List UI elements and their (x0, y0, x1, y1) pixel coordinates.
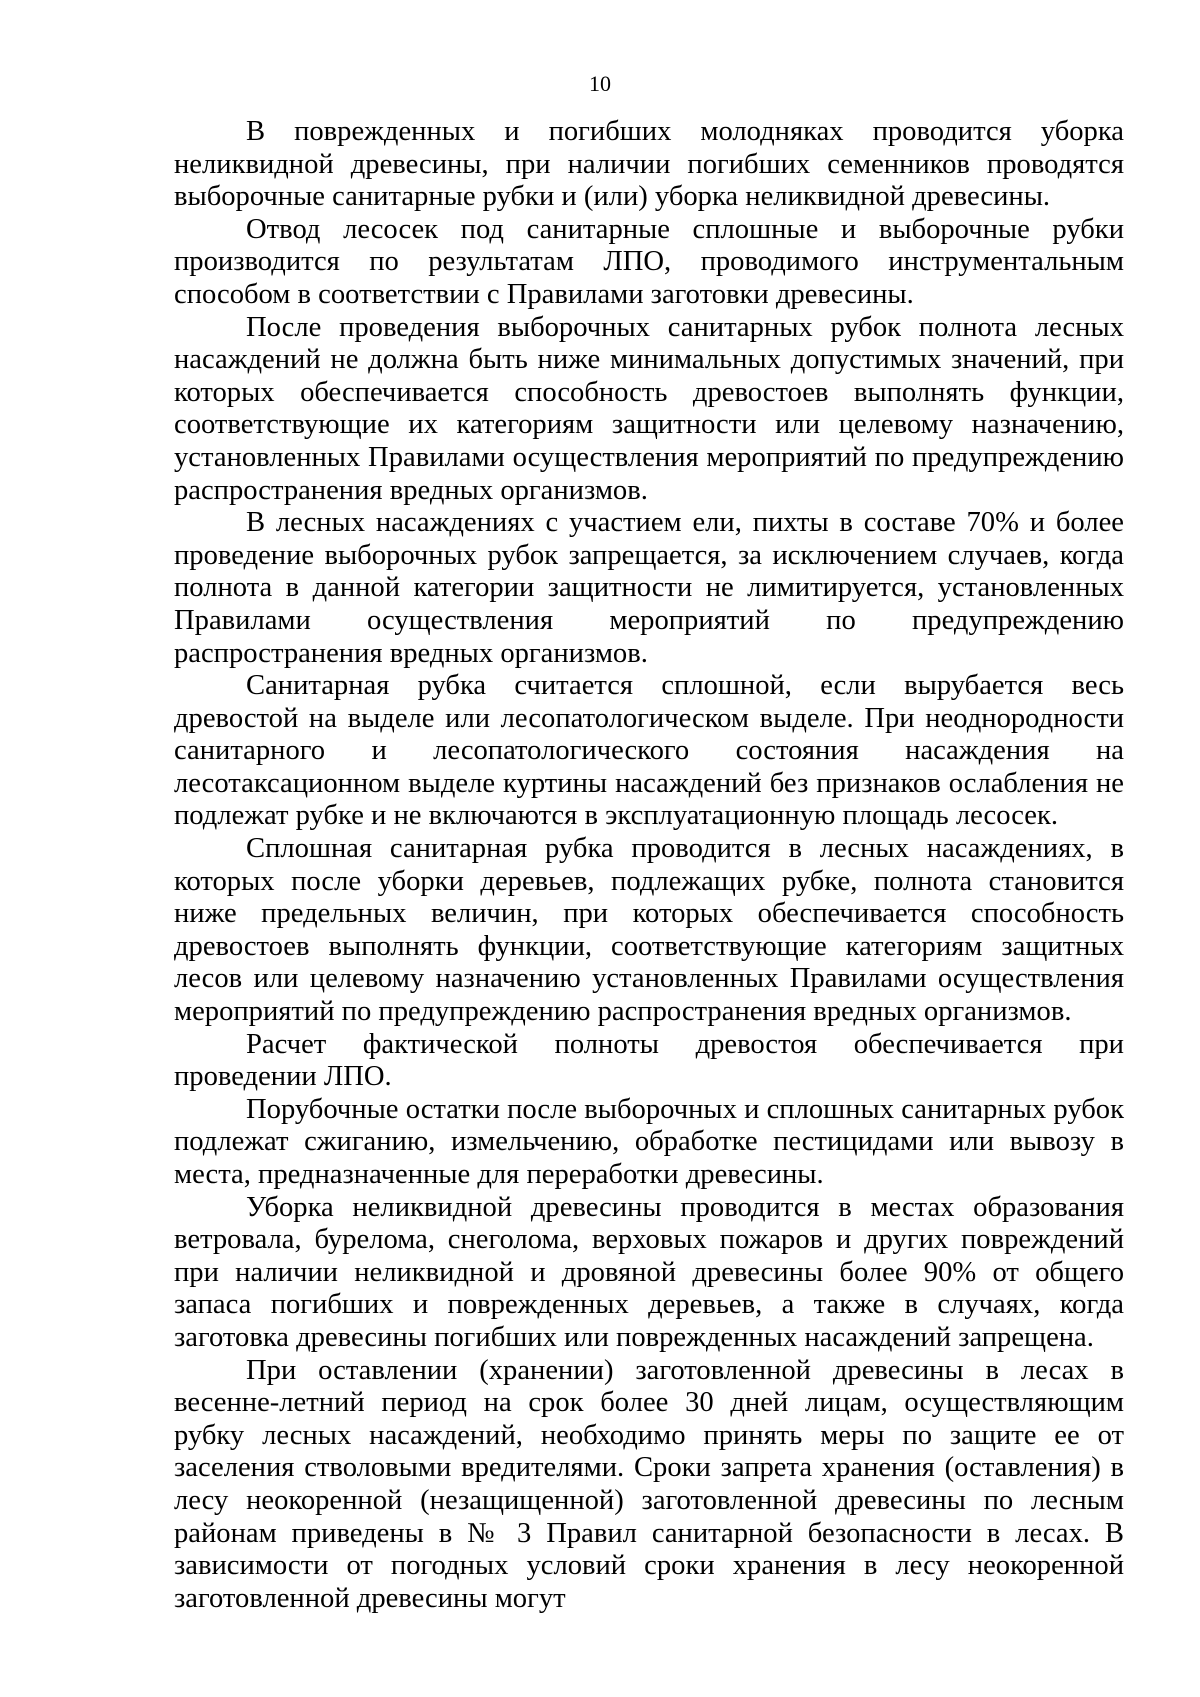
paragraph: При оставлении (хранении) заготовленной древесины в лесах в весенне-летний период на срок более 30 дней лицам, осуществляющим рубку лесных насаждений, необходимо принять меры по защите ее от заселения стволовыми вредителями. Сроки запрета хранения (оставления) в лесу неокоренной (незащищенной) заготовленной древесины по лесным районам приведены в № 3 Правил санитарной безопасности в лесах. В зависимости от погодных условий сроки хранения в лесу неокоренной заготовленной древесины могут (174, 1354, 1124, 1614)
paragraph: В лесных насаждениях с участием ели, пихты в составе 70% и более проведение выборочных рубок запрещается, за исключением случаев, когда полнота в данной категории защитности не лимитируется, установленных Правилами осуществления мероприятий по предупреждению распространения вредных организмов. (174, 507, 1124, 669)
page-number: 10 (589, 71, 611, 96)
paragraph: Санитарная рубка считается сплошной, если вырубается весь древостой на выделе или лесопатологическом выделе. При неоднородности санитарного и лесопатологического состояния насаждения на лесотаксационном выделе куртины насаждений без признаков ослабления не подлежат рубке и не включаются в эксплуатационную площадь лесосек. (174, 670, 1124, 832)
paragraph: После проведения выборочных санитарных рубок полнота лесных насаждений не должна быть ниже минимальных допустимых значений, при которых обеспечивается способность древостоев выполнять функции, соответствующие их категориям защитности или целевому назначению, установленных Правилами осуществления мероприятий по предупреждению распространения вредных организмов. (174, 311, 1124, 506)
paragraph: Порубочные остатки после выборочных и сплошных санитарных рубок подлежат сжиганию, измельчению, обработке пестицидами или вывозу в места, предназначенные для переработки древесины. (174, 1093, 1124, 1190)
paragraph: Отвод лесосек под санитарные сплошные и выборочные рубки производится по результатам ЛПО, проводимого инструментальным способом в соответствии с Правилами заготовки древесины. (174, 213, 1124, 310)
paragraph: Расчет фактической полноты древостоя обеспечивается при проведении ЛПО. (174, 1028, 1124, 1093)
paragraph: Уборка неликвидной древесины проводится в местах образования ветровала, бурелома, снеголома, верховых пожаров и других повреждений при наличии неликвидной и дровяной древесины более 90% от общего запаса погибших и поврежденных деревьев, а также в случаях, когда заготовка древесины погибших или поврежденных насаждений запрещена. (174, 1191, 1124, 1353)
paragraph: Сплошная санитарная рубка проводится в лесных насаждениях, в которых после уборки деревьев, подлежащих рубке, полнота становится ниже предельных величин, при которых обеспечивается способность древостоев выполнять функции, соответствующие категориям защитных лесов или целевому назначению установленных Правилами осуществления мероприятий по предупреждению распространения вредных организмов. (174, 833, 1124, 1028)
paragraph: В поврежденных и погибших молодняках проводится уборка неликвидной древесины, при наличии погибших семенников проводятся выборочные санитарные рубки и (или) уборка неликвидной древесины. (174, 116, 1124, 213)
document-body (174, 116, 1124, 1615)
